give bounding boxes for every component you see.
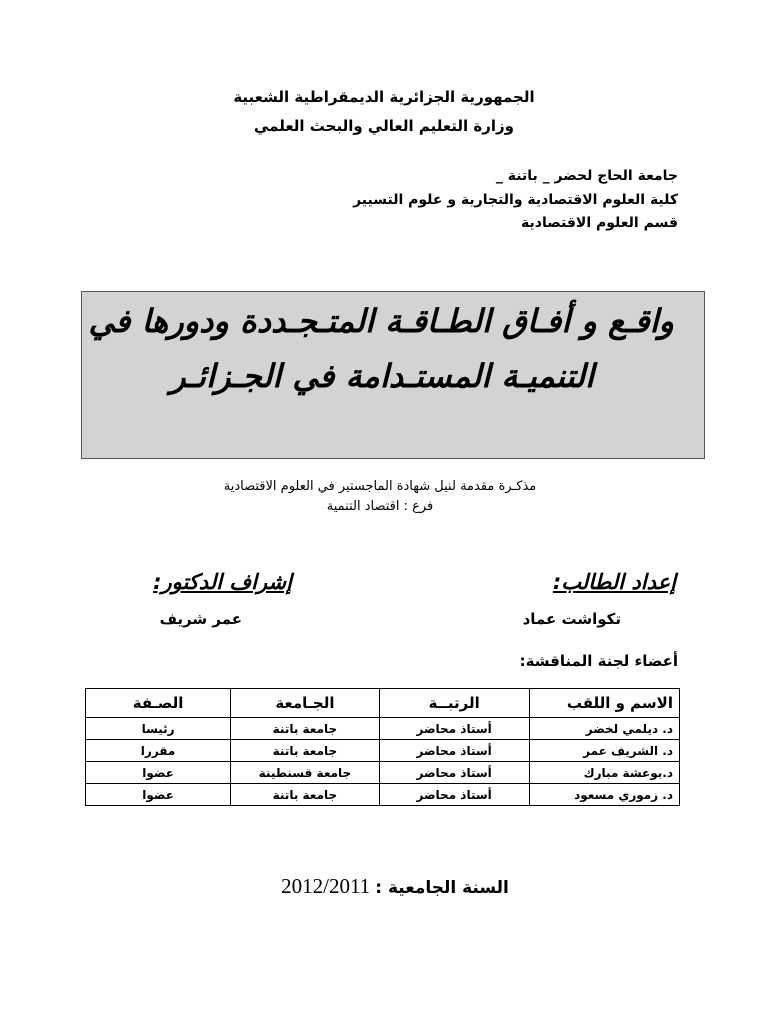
student-name: تكواشت عماد (522, 610, 621, 628)
committee-table (85, 688, 680, 806)
header-name: الاسم و اللقب (529, 689, 679, 718)
member-role: عضوا (86, 762, 231, 784)
member-name: د. زموري مسعود (529, 784, 679, 806)
header-role: الصـفة (86, 689, 231, 718)
ministry-line: وزارة التعليم العالي والبحث العلمي (253, 117, 515, 135)
supervisor-heading: إشراف الدكتور: (153, 570, 292, 594)
student-heading: إعداد الطالب: (552, 570, 676, 594)
member-rank: أستاذ محاضر (379, 762, 529, 784)
table-row (86, 762, 680, 784)
thesis-title-box (81, 291, 705, 459)
member-name: د.بوعشة مبارك (529, 762, 679, 784)
academic-year-label: السنة الجامعية : (375, 878, 509, 898)
academic-year (250, 874, 540, 899)
member-name: د. الشريف عمر (529, 740, 679, 762)
table-header-row (86, 689, 680, 718)
table-row (86, 784, 680, 806)
republic-line: الجمهورية الجزائرية الديمقراطية الشعبية (233, 88, 535, 106)
table-row (86, 718, 680, 740)
thesis-title-line-2: التنميـة المستـدامة في الجـزائـر (170, 357, 594, 395)
thesis-title-line-1: واقـع و أفـاق الطـاقـة المتـجـددة ودورها في (88, 302, 674, 340)
header-university: الجـامعة (231, 689, 380, 718)
member-rank: أستاذ محاضر (379, 784, 529, 806)
member-university: جامعة قسنطينة (231, 762, 380, 784)
faculty-line: كلية العلوم الاقتصادية والتجارية و علوم التسيير (353, 191, 678, 208)
academic-year-value: 2012/2011 (281, 874, 371, 898)
member-role: عضوا (86, 784, 231, 806)
table-row (86, 740, 680, 762)
branch-line: فرع : اقتصاد التنمية (326, 499, 434, 514)
institution-block (258, 165, 678, 236)
committee-label: أعضاء لجنة المناقشة: (519, 652, 678, 670)
department-line: قسم العلوم الاقتصادية (521, 215, 678, 231)
supervisor-name: عمر شريف (159, 610, 242, 628)
memo-line: مذكـرة مقدمة لنيل شهادة الماجستير في العلوم الاقتصادية (223, 479, 537, 494)
university-line: جامعة الحاج لحضر _ باتنة _ (495, 168, 678, 184)
member-rank: أستاذ محاضر (379, 718, 529, 740)
member-university: جامعة باتنة (231, 718, 380, 740)
member-name: د. ديلمي لخضر (529, 718, 679, 740)
member-university: جامعة باتنة (231, 784, 380, 806)
member-role: مقررا (86, 740, 231, 762)
member-role: رئيسا (86, 718, 231, 740)
member-university: جامعة باتنة (231, 740, 380, 762)
header-rank: الرتبــة (379, 689, 529, 718)
member-rank: أستاذ محاضر (379, 740, 529, 762)
